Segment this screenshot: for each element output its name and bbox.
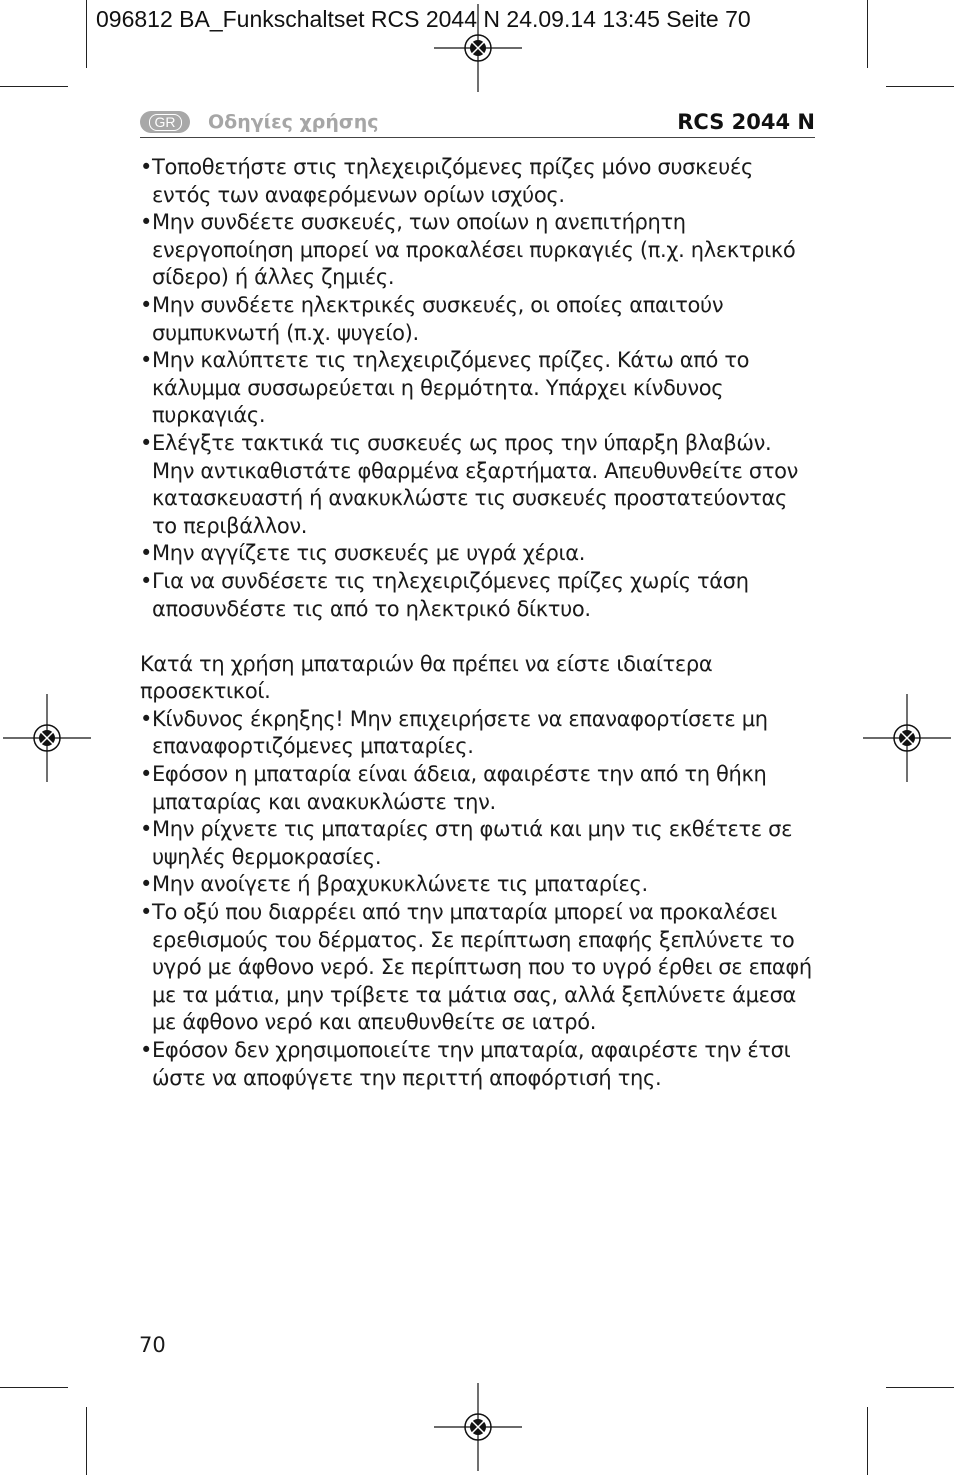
- page-number: 70: [139, 1333, 166, 1357]
- list-item: • Μην ρίχνετε τις μπαταρίες στη φωτιά και μην τις εκθέτετε σε υψηλές θερμοκρασίες.: [140, 816, 818, 871]
- registration-mark-icon: [863, 694, 951, 782]
- running-header: [140, 110, 815, 138]
- crop-mark: [886, 86, 954, 87]
- list-item: • Μην συνδέετε ηλεκτρικές συσκευές, οι οποίες απαιτούν συμπυκνωτή (π.χ. ψυγείο).: [140, 292, 818, 347]
- crop-mark: [867, 1407, 868, 1475]
- safety-list: [140, 154, 818, 623]
- crop-mark: [86, 1407, 87, 1475]
- crop-mark: [0, 1387, 68, 1388]
- crop-mark: [0, 86, 68, 87]
- battery-list: [140, 706, 818, 1092]
- list-item: • Εφόσον δεν χρησιμοποιείτε την μπαταρία, αφαιρέστε την έτσι ώστε να αποφύγετε την περιττή αποφόρτισή της.: [140, 1037, 818, 1092]
- registration-mark-icon: [434, 1383, 522, 1471]
- crop-mark: [867, 0, 868, 68]
- print-slug: 096812 BA_Funkschaltset RCS 2044 N 24.09.14 13:45 Seite 70: [96, 6, 751, 32]
- page-content: [140, 154, 818, 1092]
- list-item: • Μην συνδέετε συσκευές, των οποίων η ανεπιτήρητη ενεργοποίηση μπορεί να προκαλέσει πυρκαγιές (π.χ. ηλεκτρικό σίδερο) ή άλλες ζημιές.: [140, 209, 818, 292]
- list-item: • Κίνδυνος έκρηξης! Μην επιχειρήσετε να επαναφορτίσετε μη επαναφορτιζόμενες μπαταρίες.: [140, 706, 818, 761]
- list-item: • Μην καλύπτετε τις τηλεχειριζόμενες πρίζες. Κάτω από το κάλυμμα συσσωρεύεται η θερμότητα. Υπάρχει κίνδυνος πυρκαγιάς.: [140, 347, 818, 430]
- list-item: • Εφόσον η μπαταρία είναι άδεια, αφαιρέστε την από τη θήκη μπαταρίας και ανακυκλώστε την.: [140, 761, 818, 816]
- crop-mark: [86, 0, 87, 68]
- list-item: • Για να συνδέσετε τις τηλεχειριζόμενες πρίζες χωρίς τάση αποσυνδέστε τις από το ηλεκτρικό δίκτυο.: [140, 568, 818, 623]
- paragraph-spacer: [140, 623, 818, 651]
- battery-intro: Κατά τη χρήση μπαταριών θα πρέπει να είστε ιδιαίτερα προσεκτικοί.: [140, 651, 713, 704]
- list-item: • Μην αγγίζετε τις συσκευές με υγρά χέρια.: [140, 540, 818, 568]
- list-item: • Ελέγξτε τακτικά τις συσκευές ως προς την ύπαρξη βλαβών. Μην αντικαθιστάτε φθαρμένα εξαρτήματα. Απευθυνθείτε στον κατασκευαστή ή ανακυκλώστε τις συσκευές προστατεύοντας το περιβάλλον.: [140, 430, 818, 540]
- language-badge-label: GR: [149, 114, 182, 131]
- section-title: Οδηγίες χρήσης: [208, 111, 379, 133]
- crop-mark: [886, 1387, 954, 1388]
- registration-mark-icon: [434, 4, 522, 92]
- list-item: • Τοποθετήστε στις τηλεχειριζόμενες πρίζες μόνο συσκευές εντός των αναφερόμενων ορίων ισχύος.: [140, 154, 818, 209]
- list-item: • Μην ανοίγετε ή βραχυκυκλώνετε τις μπαταρίες.: [140, 871, 818, 899]
- registration-mark-icon: [3, 694, 91, 782]
- list-item: • Το οξύ που διαρρέει από την μπαταρία μπορεί να προκαλέσει ερεθισμούς του δέρματος. Σε περίπτωση επαφής ξεπλύνετε το υγρό με άφθονο νερό. Σε περίπτωση που το υγρό έρθει σε επαφή με τα μάτια, μην τρίβετε τα μάτια σας, αλλά ξεπλύνετε άμεσα με άφθονο νερό και απευθυνθείτε σε ιατρό.: [140, 899, 818, 1037]
- language-badge: [140, 111, 190, 133]
- model-name: RCS 2044 N: [677, 110, 815, 134]
